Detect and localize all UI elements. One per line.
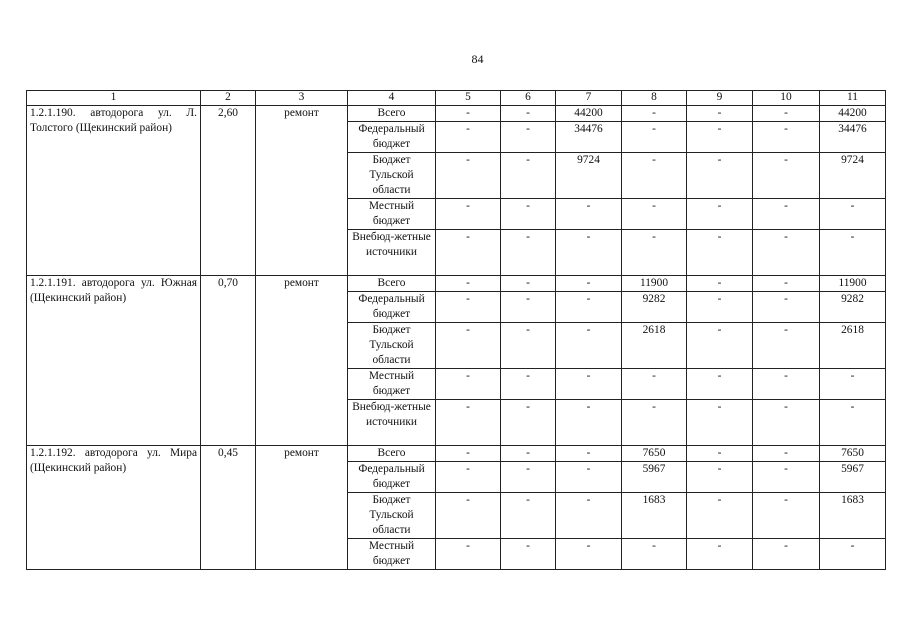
amount-cell: - <box>820 199 886 230</box>
funding-source: Местный бюджет <box>348 539 436 570</box>
amount-cell: - <box>753 153 820 199</box>
amount-cell: 2618 <box>820 323 886 369</box>
funding-source: Бюджет Тульской области <box>348 323 436 369</box>
funding-source: Бюджет Тульской области <box>348 493 436 539</box>
table-header <box>27 91 886 106</box>
amount-cell: - <box>501 199 556 230</box>
amount-cell: - <box>556 539 622 570</box>
amount-cell: - <box>556 199 622 230</box>
amount-cell: - <box>687 462 753 493</box>
amount-cell: - <box>753 539 820 570</box>
amount-cell: 34476 <box>556 122 622 153</box>
amount-cell: 44200 <box>556 106 622 122</box>
column-header: 4 <box>348 91 436 106</box>
amount-cell: - <box>820 539 886 570</box>
amount-cell: - <box>753 323 820 369</box>
amount-cell: - <box>753 276 820 292</box>
amount-cell: - <box>687 493 753 539</box>
amount-cell: - <box>501 323 556 369</box>
column-header: 1 <box>27 91 201 106</box>
funding-source: Федеральный бюджет <box>348 292 436 323</box>
amount-cell: - <box>436 323 501 369</box>
amount-cell: 9282 <box>820 292 886 323</box>
amount-cell: - <box>501 276 556 292</box>
funding-source: Местный бюджет <box>348 199 436 230</box>
amount-cell: - <box>687 106 753 122</box>
column-header: 5 <box>436 91 501 106</box>
amount-cell: - <box>753 446 820 462</box>
project-length: 2,60 <box>201 106 256 276</box>
funding-source: Внебюд-жетные источники <box>348 230 436 276</box>
amount-cell: 9282 <box>622 292 687 323</box>
amount-cell: 7650 <box>622 446 687 462</box>
amount-cell: 1683 <box>820 493 886 539</box>
amount-cell: - <box>501 230 556 276</box>
amount-cell: - <box>622 400 687 446</box>
amount-cell: - <box>687 122 753 153</box>
amount-cell: - <box>687 323 753 369</box>
amount-cell: 11900 <box>820 276 886 292</box>
amount-cell: - <box>556 462 622 493</box>
amount-cell: - <box>622 199 687 230</box>
amount-cell: - <box>501 106 556 122</box>
funding-source: Внебюд-жетные источники <box>348 400 436 446</box>
amount-cell: - <box>436 493 501 539</box>
amount-cell: - <box>556 493 622 539</box>
column-header: 3 <box>256 91 348 106</box>
amount-cell: - <box>501 153 556 199</box>
amount-cell: - <box>436 400 501 446</box>
amount-cell: - <box>501 446 556 462</box>
amount-cell: 9724 <box>820 153 886 199</box>
amount-cell: - <box>436 122 501 153</box>
table-row <box>27 446 886 462</box>
column-header: 6 <box>501 91 556 106</box>
amount-cell: - <box>687 400 753 446</box>
amount-cell: - <box>753 462 820 493</box>
amount-cell: 5967 <box>820 462 886 493</box>
amount-cell: 5967 <box>622 462 687 493</box>
amount-cell: - <box>556 446 622 462</box>
amount-cell: - <box>820 369 886 400</box>
amount-cell: - <box>753 292 820 323</box>
amount-cell: - <box>753 106 820 122</box>
amount-cell: 34476 <box>820 122 886 153</box>
amount-cell: - <box>622 122 687 153</box>
amount-cell: - <box>501 539 556 570</box>
amount-cell: - <box>501 292 556 323</box>
amount-cell: - <box>622 230 687 276</box>
column-header: 11 <box>820 91 886 106</box>
funding-source: Бюджет Тульской области <box>348 153 436 199</box>
table-row <box>27 106 886 122</box>
amount-cell: 1683 <box>622 493 687 539</box>
amount-cell: - <box>687 276 753 292</box>
table-body <box>27 106 886 570</box>
amount-cell: 44200 <box>820 106 886 122</box>
amount-cell: - <box>687 539 753 570</box>
amount-cell: 2618 <box>622 323 687 369</box>
table-row <box>27 276 886 292</box>
amount-cell: - <box>436 462 501 493</box>
amount-cell: - <box>436 369 501 400</box>
amount-cell: - <box>436 446 501 462</box>
project-length: 0,45 <box>201 446 256 570</box>
project-work-type: ремонт <box>256 106 348 276</box>
amount-cell: 11900 <box>622 276 687 292</box>
amount-cell: - <box>501 493 556 539</box>
amount-cell: 9724 <box>556 153 622 199</box>
amount-cell: - <box>501 369 556 400</box>
amount-cell: - <box>753 369 820 400</box>
amount-cell: - <box>436 292 501 323</box>
funding-source: Всего <box>348 446 436 462</box>
project-title: 1.2.1.192. автодорога ул. Мира (Щекинский район) <box>27 446 201 570</box>
amount-cell: - <box>753 493 820 539</box>
project-work-type: ремонт <box>256 276 348 446</box>
amount-cell: - <box>753 400 820 446</box>
amount-cell: - <box>687 446 753 462</box>
funding-source: Местный бюджет <box>348 369 436 400</box>
amount-cell: - <box>436 539 501 570</box>
amount-cell: - <box>556 369 622 400</box>
amount-cell: - <box>753 122 820 153</box>
amount-cell: - <box>436 153 501 199</box>
amount-cell: - <box>622 106 687 122</box>
page-number: 84 <box>471 52 484 66</box>
funding-source: Всего <box>348 276 436 292</box>
project-work-type: ремонт <box>256 446 348 570</box>
project-title: 1.2.1.191. автодорога ул. Южная (Щекинский район) <box>27 276 201 446</box>
amount-cell: - <box>556 323 622 369</box>
amount-cell: - <box>556 230 622 276</box>
amount-cell: - <box>687 153 753 199</box>
amount-cell: - <box>687 369 753 400</box>
funding-source: Всего <box>348 106 436 122</box>
amount-cell: - <box>436 106 501 122</box>
amount-cell: - <box>820 230 886 276</box>
header-row <box>27 91 886 106</box>
project-title: 1.2.1.190. автодорога ул. Л. Толстого (Щекинский район) <box>27 106 201 276</box>
amount-cell: - <box>687 199 753 230</box>
column-header: 9 <box>687 91 753 106</box>
amount-cell: - <box>687 292 753 323</box>
amount-cell: - <box>556 400 622 446</box>
amount-cell: - <box>687 230 753 276</box>
amount-cell: 7650 <box>820 446 886 462</box>
amount-cell: - <box>436 199 501 230</box>
amount-cell: - <box>556 292 622 323</box>
amount-cell: - <box>820 400 886 446</box>
amount-cell: - <box>436 230 501 276</box>
column-header: 2 <box>201 91 256 106</box>
project-length: 0,70 <box>201 276 256 446</box>
amount-cell: - <box>556 276 622 292</box>
column-header: 10 <box>753 91 820 106</box>
amount-cell: - <box>501 400 556 446</box>
amount-cell: - <box>753 230 820 276</box>
amount-cell: - <box>501 462 556 493</box>
amount-cell: - <box>501 122 556 153</box>
amount-cell: - <box>436 276 501 292</box>
column-header: 8 <box>622 91 687 106</box>
budget-table <box>26 90 886 570</box>
amount-cell: - <box>622 539 687 570</box>
amount-cell: - <box>753 199 820 230</box>
amount-cell: - <box>622 369 687 400</box>
column-header: 7 <box>556 91 622 106</box>
funding-source: Федеральный бюджет <box>348 122 436 153</box>
amount-cell: - <box>622 153 687 199</box>
funding-source: Федеральный бюджет <box>348 462 436 493</box>
